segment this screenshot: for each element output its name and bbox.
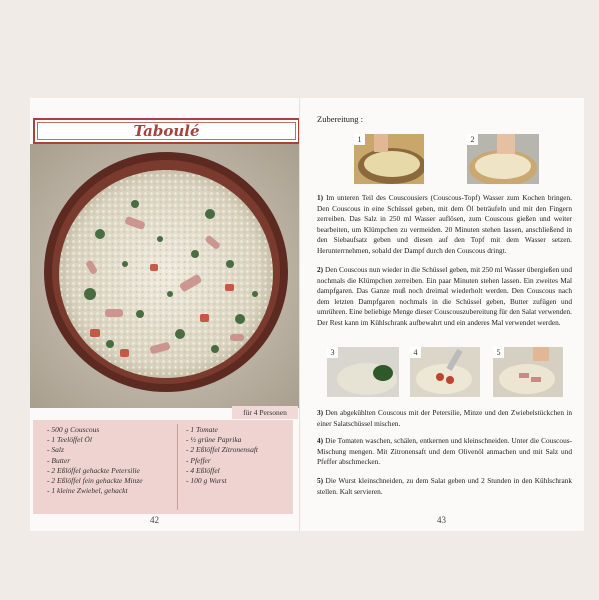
step-1-text: Im unteren Teil des Couscousiers (Couscous-Topf) Wasser zum Kochen bringen. Den Couscous in eine Schüssel geben, mit dem Öl beträufeln und mit den Fingern zerreiben. Das Salz in 250 ml Wasser auflösen, zum Couscous gießen und weiter bearbeiten, um Klümpchen zu vermeiden. 20 Minuten stehen lassen, anschließend in den Siebaufsatz geben und diesen auf den Topf mit dem Wasser setzen. Herunterrnehmen, sobald der Dampf durch den Couscous dringt.	[317, 193, 573, 255]
page-number-right: 43	[437, 515, 446, 525]
step-photo-1	[354, 134, 424, 184]
step-1	[317, 193, 572, 256]
step-3	[317, 408, 572, 429]
step-1-number: 1)	[317, 193, 324, 202]
step-4-text: Die Tomaten waschen, schälen, entkernen und kleinschneiden. Unter die Couscous-Mischung mengen. Mit Zitronensaft und dem Olivenöl anmachen und mit Salz und Pfeffer abschmecken.	[317, 436, 572, 466]
ingredient-item: - 1 kleine Zwiebel, gehackt	[47, 486, 143, 496]
step-photo-1-number: 1	[354, 134, 365, 145]
step-photo-5-number: 5	[493, 347, 504, 358]
servings-label: für 4 Personen	[232, 406, 298, 419]
ingredients-column-2	[186, 425, 258, 486]
step-5-number: 5)	[317, 476, 324, 485]
step-4	[317, 436, 572, 468]
step-2-text: Den Couscous nun wieder in die Schüssel geben, mit 250 ml Wasser übergießen und nochmals die Klümpchen zerreiben. Ein paar Minuten stehen lassen. Ein zweites Mal dampfgaren. Das Ganze muß noch dreimal wiederholt werden. Den Couscous nach dem letzten Dampfgaren nochmals in die Schüssel geben, Butter zufügen und umrühren. Eine beliebige Menge dieser Couscouszubereitung für den Salat verwenden. Der Rest kann im Kühlschrank aufbewahrt und ein anderes Mal verwendet werden.	[317, 265, 573, 327]
ingredient-item: - 4 Eßlöffel	[186, 466, 258, 476]
recipe-title: Taboulé	[133, 122, 200, 140]
step-photo-2-number: 2	[467, 134, 478, 145]
ingredients-box	[33, 420, 293, 514]
ingredient-item: - 2 Eßlöffel Zitronensaft	[186, 445, 258, 455]
ingredient-item: - 1 Tomate	[186, 425, 258, 435]
ingredient-item: - 1 Teelöffel Öl	[47, 435, 143, 445]
ingredient-item: - Salz	[47, 445, 143, 455]
step-3-text: Den abgekühlten Couscous mit der Petersilie, Minze und den Zwiebelstückchen in einer Salatschüssel mischen.	[317, 408, 572, 428]
step-photo-4-number: 4	[410, 347, 421, 358]
step-2	[317, 265, 572, 328]
step-4-number: 4)	[317, 436, 324, 445]
ingredient-item: - ½ grüne Paprika	[186, 435, 258, 445]
page-number-left: 42	[150, 515, 159, 525]
ingredient-item: - 100 g Wurst	[186, 476, 258, 486]
ingredient-item: - Butter	[47, 456, 143, 466]
left-page	[30, 98, 300, 531]
step-photo-5	[493, 347, 563, 397]
step-photo-4	[410, 347, 480, 397]
taboule-dish-photo	[30, 144, 300, 408]
instructions-heading: Zubereitung :	[317, 114, 364, 124]
ingredient-item: - 2 Eßlöffel fein gehackte Minze	[47, 476, 143, 486]
step-photo-3	[327, 347, 399, 397]
step-3-number: 3)	[317, 408, 324, 417]
step-photo-3-number: 3	[327, 347, 338, 358]
recipe-title-box	[33, 118, 300, 144]
ingredients-column-1	[47, 425, 143, 496]
step-5-text: Die Wurst kleinschneiden, zu dem Salat geben und 2 Stunden in den Kühlschrank stellen. Kalt servieren.	[317, 476, 572, 496]
step-5	[317, 476, 572, 497]
ingredient-item: - 2 Eßlöffel gehackte Petersilie	[47, 466, 143, 476]
ingredient-item: - Pfeffer	[186, 456, 258, 466]
ingredients-divider	[177, 424, 178, 510]
step-photo-2	[467, 134, 539, 184]
step-2-number: 2)	[317, 265, 324, 274]
right-page	[301, 98, 584, 531]
ingredient-item: - 500 g Couscous	[47, 425, 143, 435]
